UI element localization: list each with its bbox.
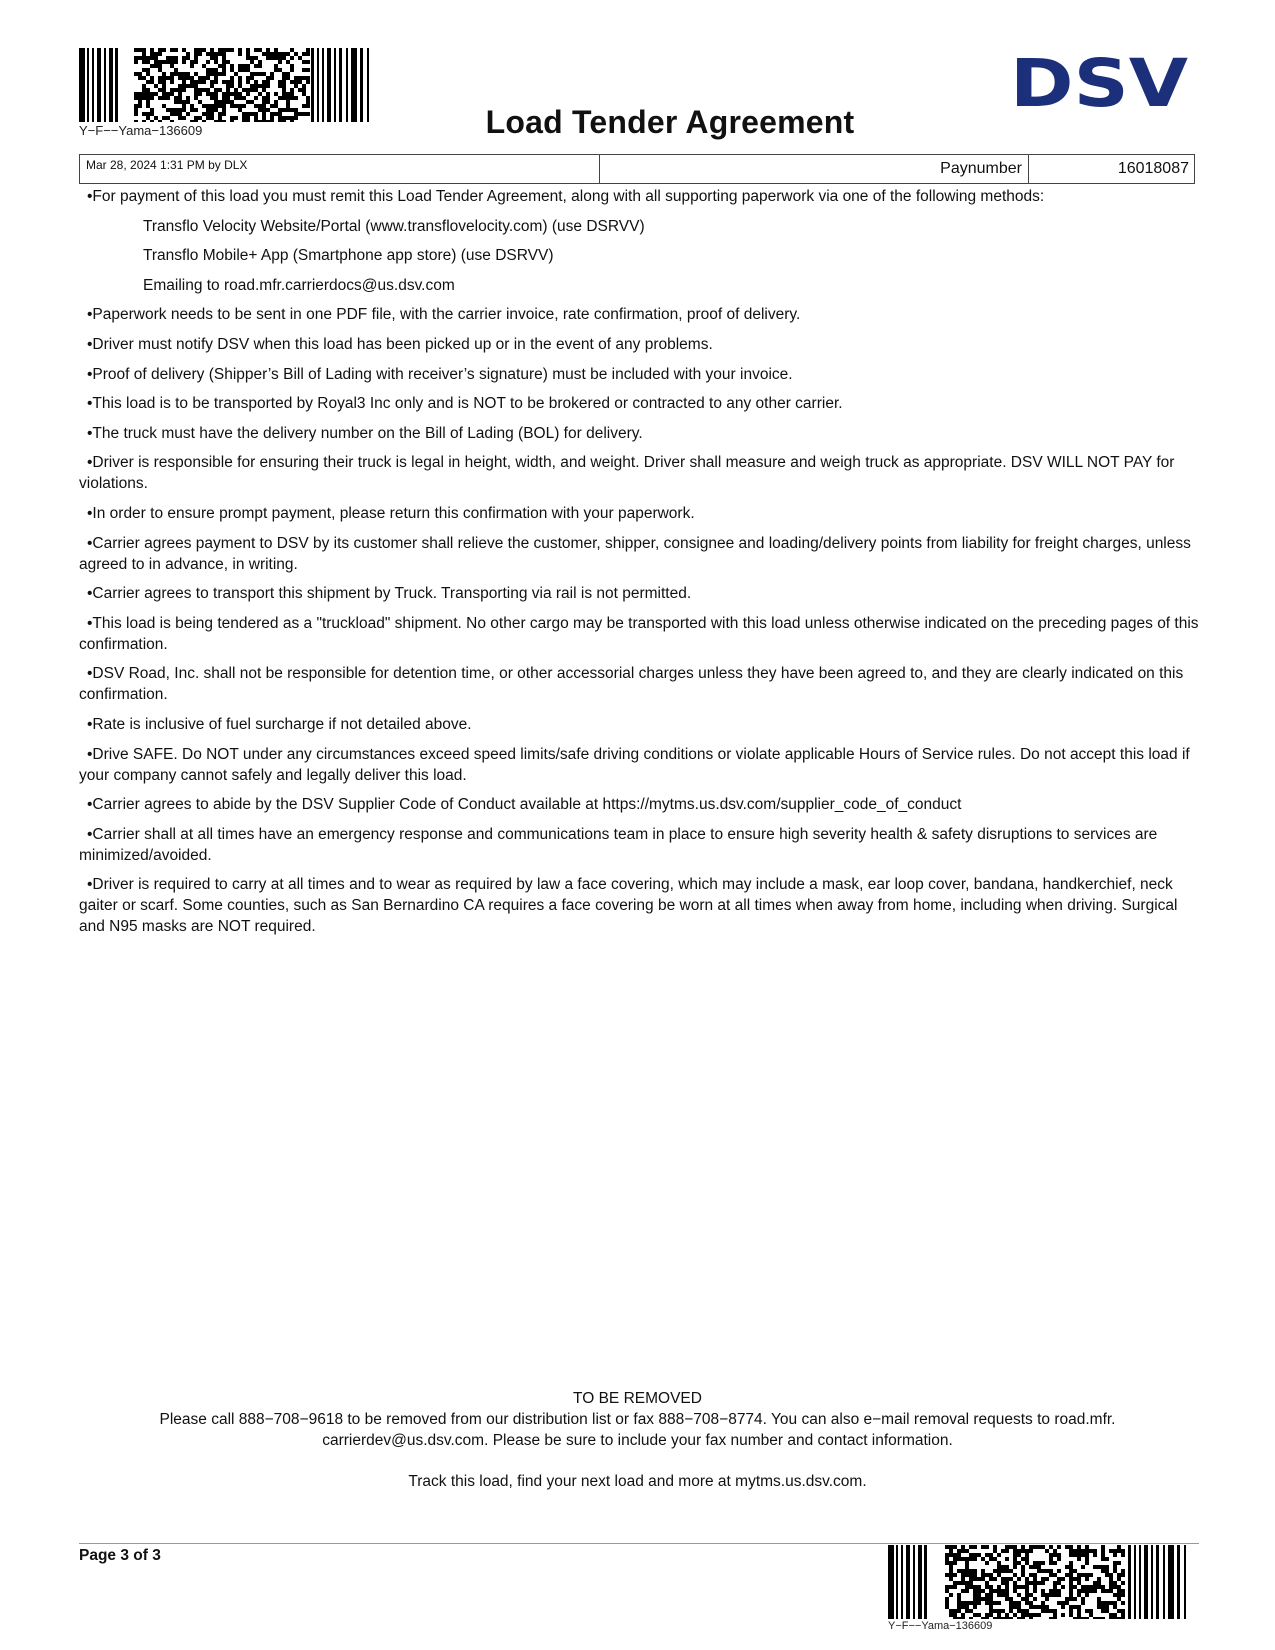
term-item: •This load is to be transported by Royal3 Inc only and is NOT to be brokered or contracted to any other carrier. (87, 395, 843, 413)
removal-text-line: Please call 888−708−9618 to be removed from our distribution list or fax 888−708−8774. You can also e−mail removal requests to road.mfr. (159, 1411, 1116, 1428)
paynumber-value: 16018087 (1117, 160, 1189, 177)
removal-text-line: carrierdev@us.dsv.com. Please be sure to include your fax number and contact information. (322, 1432, 953, 1449)
term-item: •In order to ensure prompt payment, please return this confirmation with your paperwork. (87, 504, 695, 522)
page-number: Page 3 of 3 (79, 1547, 161, 1564)
footer-divider (79, 1543, 1199, 1544)
term-item (79, 824, 1199, 866)
barcode-label: Y−F−−Yama−136609 (888, 1620, 993, 1632)
term-item: •Carrier agrees to transport this shipment by Truck. Transporting via rail is not permitted. (87, 585, 692, 603)
term-item: •Proof of delivery (Shipper’s Bill of Lading with receiver’s signature) must be included with your invoice. (87, 365, 793, 383)
terms-intro: •For payment of this load you must remit this Load Tender Agreement, along with all supporting paperwork via one of the following methods: (87, 188, 1045, 205)
payment-method: Transflo Velocity Website/Portal (www.transflovelocity.com) (use DSRVV) (143, 217, 645, 235)
date-by: Mar 28, 2024 1:31 PM by DLX (80, 155, 600, 183)
track-load-text: Track this load, find your next load and more at mytms.us.dsv.com. (408, 1473, 867, 1490)
barcode-bottom (888, 1545, 1188, 1632)
removal-notice (80, 1388, 1195, 1492)
term-item (79, 744, 1199, 786)
term-item (79, 663, 1199, 705)
barcode-image (888, 1545, 1188, 1619)
term-item: •Driver must notify DSV when this load has been picked up or in the event of any problems. (87, 335, 713, 353)
term-item: •Rate is inclusive of fuel surcharge if not detailed above. (87, 715, 472, 733)
term-item (79, 533, 1199, 575)
dsv-logo (1010, 56, 1190, 115)
term-text: •This load is being tendered as a "truckload" shipment. No other cargo may be transported with this load unless otherwise indicated on the preceding pages of this confirmation. (79, 614, 1199, 653)
info-table (79, 154, 1195, 184)
term-text: •Driver is required to carry at all times and to wear as required by law a face covering, which may include a mask, ear loop cover, bandana, handkerchief, neck gaiter or scarf. Some counties, such as San Bernardino CA requires a face covering be worn at all times when away from home, including when driving. Surgical and N95 masks are NOT required. (79, 876, 1178, 936)
term-text: •Carrier agrees payment to DSV by its customer shall relieve the customer, shipper, consignee and loading/delivery points from liability for freight charges, unless agreed to in advance, in writing. (79, 534, 1191, 573)
document-title: Load Tender Agreement (485, 104, 855, 140)
logo-text: DSV (1010, 56, 1188, 110)
term-item: •The truck must have the delivery number on the Bill of Lading (BOL) for delivery. (87, 424, 643, 442)
term-item: •Carrier agrees to abide by the DSV Supplier Code of Conduct available at https://mytms.us.dsv.com/supplier_code_of_conduct (87, 796, 962, 814)
term-item (79, 452, 1199, 494)
term-text: •DSV Road, Inc. shall not be responsible for detention time, or other accessorial charges unless they have been agreed to, and they are clearly indicated on this confirmation. (79, 665, 1184, 704)
term-text: •Driver is responsible for ensuring their truck is legal in height, width, and weight. Driver shall measure and weigh truck as appropriate. DSV WILL NOT PAY for violations. (79, 454, 1175, 493)
term-item (79, 874, 1199, 937)
term-text: •Carrier shall at all times have an emergency response and communications team in place to ensure high severity health & safety disruptions to services are minimized/avoided. (79, 825, 1158, 864)
paynumber-label: Paynumber (600, 155, 1029, 183)
term-item (79, 613, 1199, 655)
barcode-label: Y−F−−Yama−136609 (79, 123, 203, 138)
payment-method: Transflo Mobile+ App (Smartphone app store) (use DSRVV) (143, 247, 554, 265)
term-item: •Paperwork needs to be sent in one PDF file, with the carrier invoice, rate confirmation, proof of delivery. (87, 306, 801, 324)
term-text: •Drive SAFE. Do NOT under any circumstances exceed speed limits/safe driving conditions or violate applicable Hours of Service rules. Do not accept this load if your company cannot safely and legally deliver this load. (79, 745, 1190, 784)
payment-method: Emailing to road.mfr.carrierdocs@us.dsv.com (143, 276, 455, 294)
removal-heading: TO BE REMOVED (573, 1390, 702, 1407)
terms-list (79, 186, 1199, 946)
